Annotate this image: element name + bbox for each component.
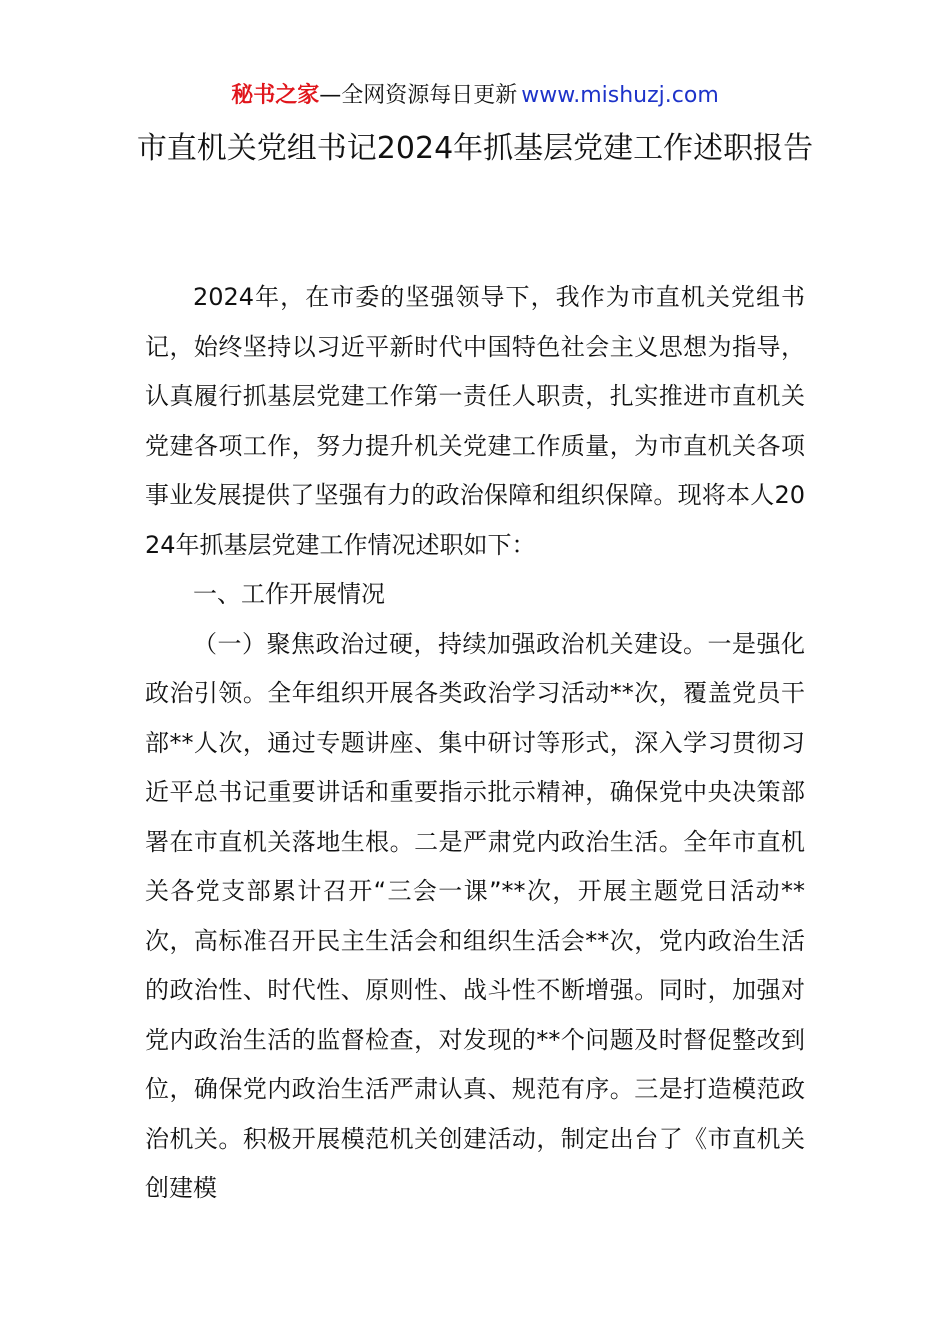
site-header xyxy=(0,80,950,112)
intro-paragraph: 2024年，在市委的坚强领导下，我作为市直机关党组书记，始终坚持以习近平新时代中国特色社会主义思想为指导，认真履行抓基层党建工作第一责任人职责，扎实推进市直机关党建各项工作，努力提升机关党建工作质量，为市直机关各项事业发展提供了坚强有力的政治保障和组织保障。现将本人2024年抓基层党建工作情况述职如下： xyxy=(145,283,805,559)
site-brand: 秘书之家 xyxy=(231,83,320,108)
document-body xyxy=(145,273,805,1214)
site-tagline: —全网资源每日更新 xyxy=(319,83,518,108)
document-title: 市直机关党组书记2024年抓基层党建工作述职报告 xyxy=(136,131,814,166)
section-paragraph: （一）聚焦政治过硬，持续加强政治机关建设。一是强化政治引领。全年组织开展各类政治学习活动**次，覆盖党员干部**人次，通过专题讲座、集中研讨等形式，深入学习贯彻习近平总书记重要讲话和重要指示批示精神，确保党中央决策部署在市直机关落地生根。二是严肃党内政治生活。全年市直机关各党支部累计召开“三会一课”**次，开展主题党日活动**次，高标准召开民主生活会和组织生活会**次，党内政治生活的政治性、时代性、原则性、战斗性不断增强。同时，加强对党内政治生活的监督检查，对发现的**个问题及时督促整改到位，确保党内政治生活严肃认真、规范有序。三是打造模范政治机关。积极开展模范机关创建活动，制定出台了《市直机关创建模 xyxy=(145,629,805,1202)
site-url-link[interactable]: www.mishuzj.com xyxy=(521,83,719,108)
section-heading: 一、工作开展情况 xyxy=(193,580,385,608)
